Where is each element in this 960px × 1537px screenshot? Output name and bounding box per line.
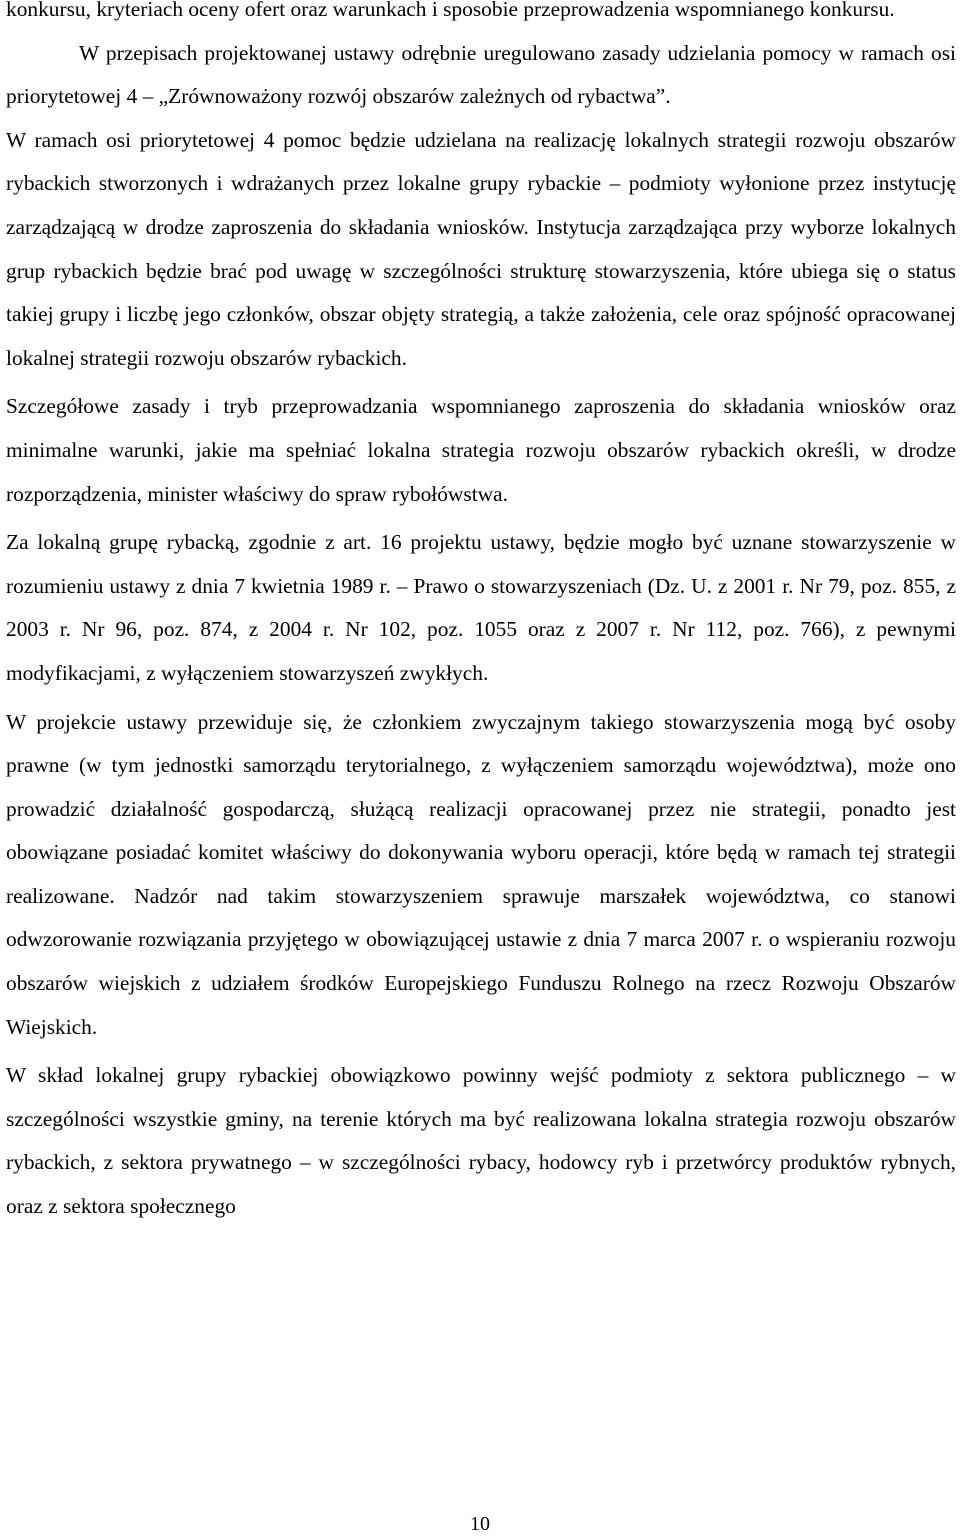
paragraph-axis-4-rules: W przepisach projektowanej ustawy odrębnie uregulowano zasady udzielania pomocy w ramach osi priorytetowej 4 – „Zrównoważony rozwój obszarów zależnych od rybactwa”. xyxy=(6,40,956,109)
document-page xyxy=(6,0,956,1229)
paragraph-detailed-rules: Szczegółowe zasady i tryb przeprowadzania wspomnianego zaproszenia do składania wniosków oraz minimalne warunki, jakie ma spełniać lokalna strategia rozwoju obszarów rybackich określi, w drodze rozporządzenia, minister właściwy do spraw rybołówstwa. xyxy=(6,394,956,506)
page-number: 10 xyxy=(470,1513,490,1535)
paragraph-continuation: konkursu, kryteriach oceny ofert oraz warunkach i sposobie przeprowadzenia wspomnianego konkursu. xyxy=(6,0,895,21)
paragraph-membership: W projekcie ustawy przewiduje się, że członkiem zwyczajnym takiego stowarzyszenia mogą być osoby prawne (w tym jednostki samorządu terytorialnego, z wyłączeniem samorządu województwa), może ono prowadzić działalność gospodarczą, służącą realizacji opracowanej przez nie strategii, ponadto jest obowiązane posiadać komitet właściwy do dokonywania wyboru operacji, które będą w ramach tej strategii realizowane. Nadzór nad takim stowarzyszeniem sprawuje marszałek województwa, co stanowi odwzorowanie rozwiązania przyjętego w obowiązującej ustawie z dnia 7 marca 2007 r. o wspieraniu rozwoju obszarów wiejskich z udziałem środków Europejskiego Funduszu Rolnego na rzecz Rozwoju Obszarów Wiejskich. xyxy=(6,709,956,1039)
paragraph-local-group-definition: Za lokalną grupę rybacką, zgodnie z art. 16 projektu ustawy, będzie mogło być uznane stowarzyszenie w rozumieniu ustawy z dnia 7 kwietnia 1989 r. – Prawo o stowarzyszeniach (Dz. U. z 2001 r. Nr 79, poz. 855, z 2003 r. Nr 96, poz. 874, z 2004 r. Nr 102, poz. 1055 oraz z 2007 r. Nr 112, poz. 766), z pewnymi modyfikacjami, z wyłączeniem stowarzyszeń zwykłych. xyxy=(6,530,956,685)
paragraph-local-strategies: W ramach osi priorytetowej 4 pomoc będzie udzielana na realizację lokalnych strategii rozwoju obszarów rybackich stworzonych i wdrażanych przez lokalne grupy rybackie – podmioty wyłonione przez instytucję zarządzającą w drodze zaproszenia do składania wniosków. Instytucja zarządzająca przy wyborze lokalnych grup rybackich będzie brać pod uwagę w szczególności strukturę stowarzyszenia, które ubiega się o status takiej grupy i liczbę jego członków, obszar objęty strategią, a także założenia, cele oraz spójność opracowanej lokalnej strategii rozwoju obszarów rybackich. xyxy=(6,127,956,370)
paragraph-group-composition: W skład lokalnej grupy rybackiej obowiązkowo powinny wejść podmioty z sektora publicznego – w szczególności wszystkie gminy, na terenie których ma być realizowana lokalna strategia rozwoju obszarów rybackich, z sektora prywatnego – w szczególności rybacy, hodowcy ryb i przetwórcy produktów rybnych, oraz z sektora społecznego xyxy=(6,1063,956,1219)
